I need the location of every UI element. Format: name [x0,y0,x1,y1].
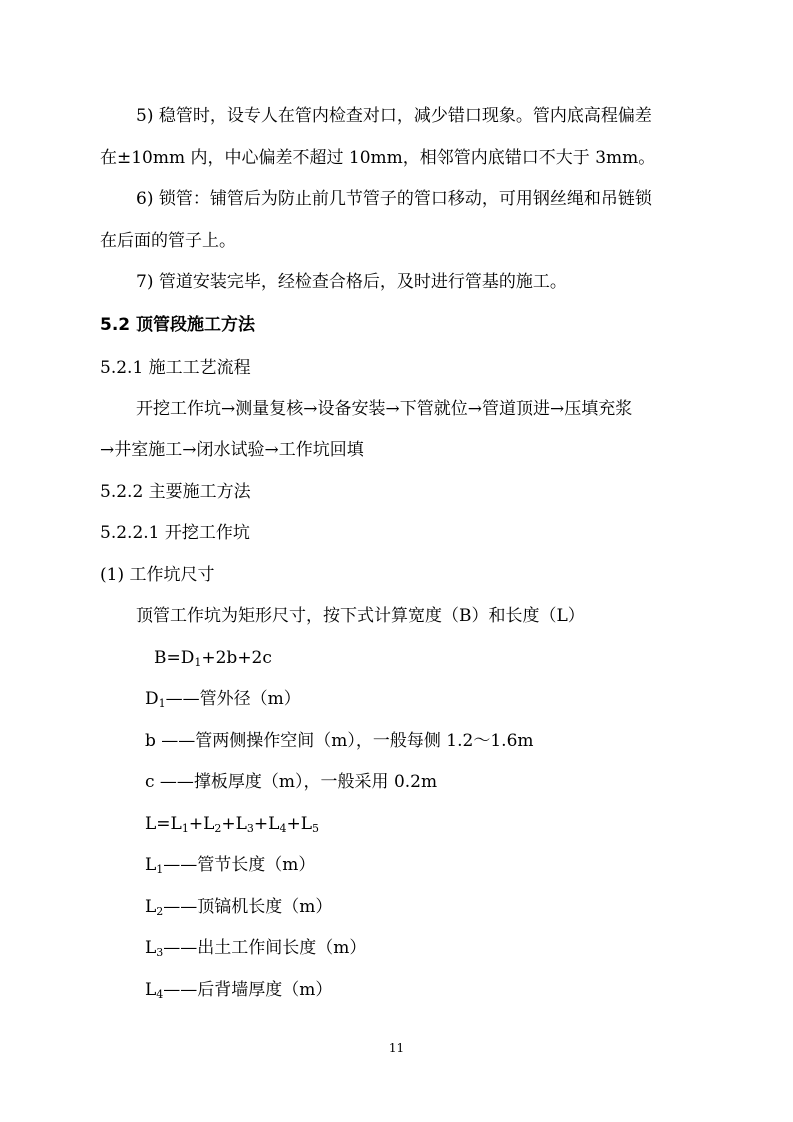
paragraph-line: 5) 稳管时，设专人在管内检查对口，减少错口现象。管内底高程偏差 [136,106,652,126]
subsection-heading: 5.2.2.1 开挖工作坑 [100,523,250,543]
subsection-heading: 5.2.2 主要施工方法 [100,482,251,502]
definition-line: b ——管两侧操作空间（m），一般每侧 1.2～1.6m [145,731,534,751]
formula-length: $L=L_1+L_2+L_3+L_4+L_5$ [145,814,320,835]
section-heading: 5.2 顶管段施工方法 [100,315,256,335]
definition-line: $L_2——$顶镐机长度（m） [145,897,333,918]
paragraph-line: 在后面的管子上。 [100,231,236,251]
paragraph-line: 6) 锁管：铺管后为防止前几节管子的管口移动，可用钢丝绳和吊链锁 [136,189,652,209]
definition-line: $L_3——$出土工作间长度（m） [145,938,367,959]
definition-line: $D_1——$管外径（m） [145,689,301,710]
paragraph-line: →井室施工→闭水试验→工作坑回填 [100,440,364,460]
formula-width: $B=D_1+2b+2c$ [154,648,272,669]
page-number: 11 [388,1041,405,1055]
paragraph-line: 顶管工作坑为矩形尺寸，按下式计算宽度（B）和长度（L） [136,606,585,626]
definition-line: $L_1——$管节长度（m） [145,855,316,876]
paragraph-line: 在±10mm 内，中心偏差不超过 10mm，相邻管内底错口不大于 3mm。 [100,148,656,168]
subsection-heading: 5.2.1 施工工艺流程 [100,358,251,378]
paragraph-line: 7) 管道安装完毕，经检查合格后，及时进行管基的施工。 [136,272,567,292]
paragraph-line: 开挖工作坑→测量复核→设备安装→下管就位→管道顶进→压填充浆 [136,399,633,419]
definition-line: c ——撑板厚度（m），一般采用 0.2m [145,772,438,792]
list-heading: (1) 工作坑尺寸 [100,565,215,585]
definition-line: $L_4——$后背墙厚度（m） [145,980,333,1001]
